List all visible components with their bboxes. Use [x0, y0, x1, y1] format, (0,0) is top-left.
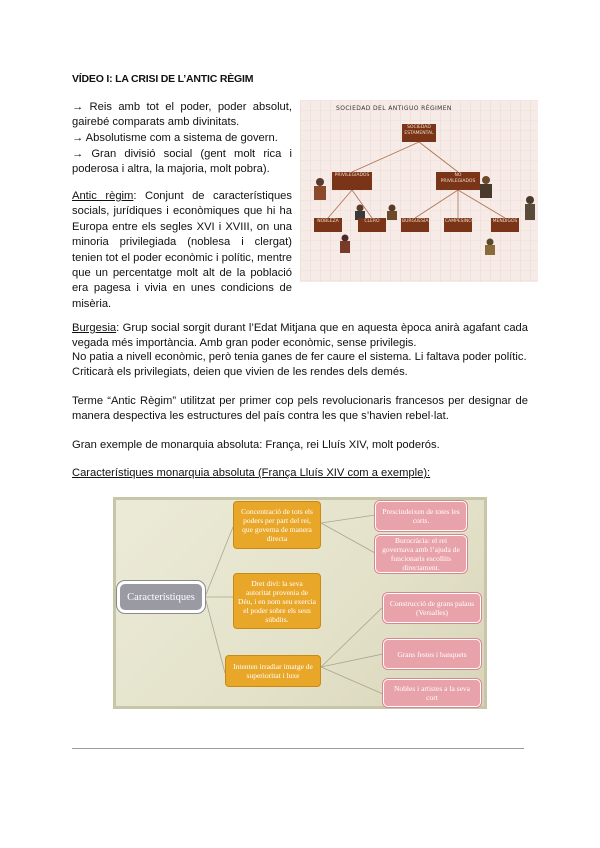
burgesia-term: Burgesia: [72, 322, 117, 334]
diagram-root-node: Característiques: [117, 581, 205, 613]
footer-divider: [72, 748, 524, 749]
society-leaf-3: BURGUESÍA: [401, 218, 429, 232]
diagram-leaf-5: Nobles i artistes a la seva cort: [383, 679, 481, 707]
society-left-box: PRIVILEGIADOS: [332, 172, 372, 190]
society-image-title: SOCIEDAD DEL ANTIGUO RÉGIMEN: [336, 105, 452, 112]
society-leaf-1: NOBLEZA: [314, 218, 342, 232]
society-leaf-2: CLERO: [358, 218, 386, 232]
society-leaf-6: MENDIGOS: [491, 218, 519, 232]
intro-line-2: → Absolutisme com a sistema de govern.: [72, 132, 278, 144]
society-top-box: SOCIEDAD ESTAMENTAL: [402, 124, 436, 142]
antic-regim-paragraph: [72, 189, 292, 312]
antic-regim-definition: : Conjunt de característiques socials, jurídiques i econòmiques que hi ha Europa entre els segles XVI i XVIII, on una minoria privilegiada (noblesa i clergat) tenien tot el poder econòmic i polític, mentre que un percentatge molt alt de la població era pagesa i vivia en unes condicions de misèria.: [72, 190, 292, 310]
diagram-branch-2: Dret diví: la seva autoritat provenia de Déu, i en nom seu exercia el poder sobre els seus súbdits.: [233, 573, 321, 629]
intro-line-1: → Reis amb tot el poder, poder absolut, gairebé comparats amb divinitats.: [72, 101, 292, 129]
burgesia-paragraph: [72, 321, 528, 352]
page-title: VÍDEO I: LA CRISI DE L’ANTIC RÈGIM: [72, 73, 254, 85]
intro-line-3: → Gran divisió social (gent molt rica i poderosa i altra, la majoria, molt pobra).: [72, 148, 292, 176]
burgesia-line-2: No patia a nivell econòmic, però tenia ganes de fer caure el sistema. Li faltava poder polític.: [72, 351, 527, 363]
terme-paragraph: Terme “Antic Règim” utilitzat per primer cop pels revolucionaris francesos per designar de manera despectiva les estructures del país contra les que s’havien rebel·lat.: [72, 395, 528, 423]
burgesia-definition: : Grup social sorgit durant l’Edat Mitjana que en aquesta època anirà agafant cada vegada més importància. Amb gran poder econòmic, sense privilegis.: [72, 322, 528, 350]
diagram-leaf-2: Burocràcia: el rei governava amb l’ajuda de funcionaris escollits directament.: [375, 535, 467, 573]
antic-regim-term: Antic règim: [72, 190, 134, 202]
diagram-branch-1: Concentració de tots els poders per part del rei, que governa de manera directa: [233, 501, 321, 549]
exemple-line: Gran exemple de monarquia absoluta: França, rei Lluís XIV, molt poderós.: [72, 439, 440, 451]
society-right-box: NO PRIVILEGIADOS: [436, 172, 480, 190]
society-leaf-4: CAMPESINOS: [444, 218, 472, 232]
caracteristiques-diagram: [113, 497, 487, 709]
society-pyramid-image: [300, 100, 538, 282]
burgesia-line-3: Criticarà els privilegiats, deien que vivien de les rendes dels demés.: [72, 366, 408, 378]
diagram-leaf-3: Construcció de grans palaus (Versalles): [383, 593, 481, 623]
diagram-leaf-1: Prescindeixen de totes les corts.: [375, 501, 467, 531]
diagram-leaf-4: Grans festes i banquets: [383, 639, 481, 669]
caracteristiques-heading: Característiques monarquia absoluta (França Lluís XIV com a exemple):: [72, 467, 431, 479]
diagram-branch-3: Intenten irradiar imatge de superioritat i luxe: [225, 655, 321, 687]
